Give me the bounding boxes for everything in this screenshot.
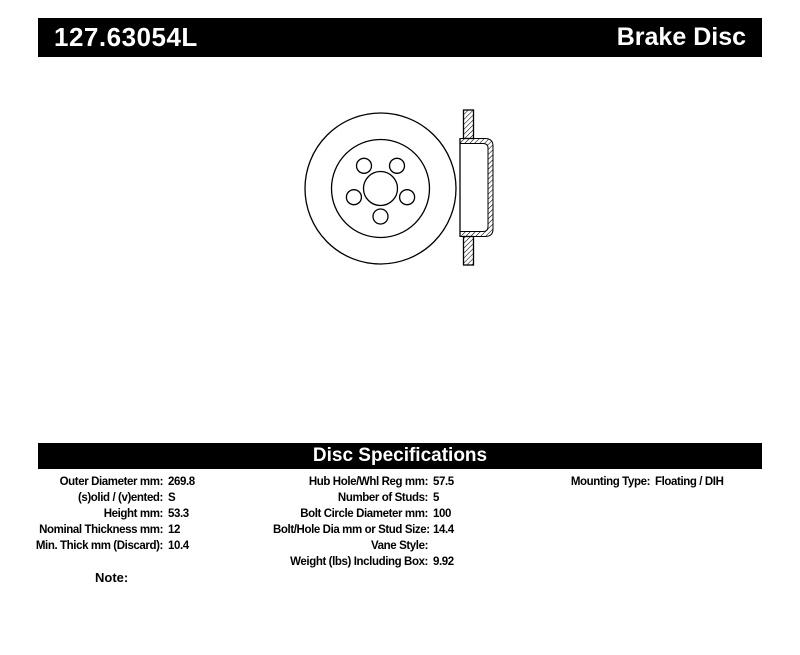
spec-label: Vane Style: [371, 540, 428, 552]
note-label: Note: [95, 570, 129, 585]
bolt-hole [357, 158, 372, 173]
spec-label: Hub Hole/Whl Reg mm: [308, 476, 428, 488]
friction-ring-top [464, 110, 474, 139]
spec-label: Min. Thick mm (Discard): [35, 540, 163, 552]
spec-value: 57.5 [433, 476, 454, 488]
spec-value: Floating / DIH [655, 476, 724, 488]
product-type-title: Brake Disc [616, 23, 746, 51]
spec-row-bolt-circle-diameter [273, 506, 454, 522]
disc-front-view [305, 113, 456, 264]
spec-value: S [168, 492, 176, 504]
part-number: 127.63054L [54, 22, 198, 52]
spec-row-weight [273, 554, 454, 570]
spec-value: 53.3 [168, 508, 189, 520]
spec-row-min-thickness [33, 538, 195, 554]
spec-row-vane-style [273, 538, 454, 554]
bolt-hole [346, 190, 361, 205]
spec-label: (s)olid / (v)ented: [77, 492, 163, 504]
center-hub-hole [364, 172, 398, 206]
spec-row-mounting-type [535, 474, 724, 490]
spec-row-height [33, 506, 195, 522]
spec-column-left [33, 474, 195, 554]
spec-label: Bolt/Hole Dia mm or Stud Size: [273, 524, 430, 536]
spec-column-middle [273, 474, 454, 570]
spec-label: Number of Studs: [337, 492, 428, 504]
spec-row-bolt-hole-dia [273, 522, 454, 538]
spec-value: 100 [433, 508, 451, 520]
spec-value: 10.4 [168, 540, 189, 552]
spec-value: 269.8 [168, 476, 195, 488]
spec-section-header: Disc Specifications [38, 443, 762, 469]
spec-column-right [535, 474, 724, 490]
spec-label: Bolt Circle Diameter mm: [300, 508, 428, 520]
spec-value: 12 [168, 524, 180, 536]
header-bar [38, 18, 762, 57]
disc-cross-section [460, 110, 493, 265]
spec-label: Weight (lbs) Including Box: [290, 556, 428, 568]
hat-wall-section [460, 139, 493, 237]
bolt-hole [373, 209, 388, 224]
spec-row-number-of-studs [273, 490, 454, 506]
spec-value: 14.4 [433, 524, 454, 536]
spec-label: Mounting Type: [570, 476, 650, 488]
bolt-hole [400, 190, 415, 205]
spec-row-nominal-thickness [33, 522, 195, 538]
spec-label: Height mm: [103, 508, 163, 520]
bolt-hole [390, 158, 405, 173]
brake-disc-technical-drawing [280, 95, 520, 285]
spec-row-outer-diameter [33, 474, 195, 490]
spec-label: Nominal Thickness mm: [39, 524, 163, 536]
spec-value: 5 [433, 492, 439, 504]
spec-row-hub-hole [273, 474, 454, 490]
spec-label: Outer Diameter mm: [59, 476, 163, 488]
spec-value: 9.92 [433, 556, 454, 568]
spec-row-solid-vented [33, 490, 195, 506]
friction-ring-bottom [464, 237, 474, 266]
